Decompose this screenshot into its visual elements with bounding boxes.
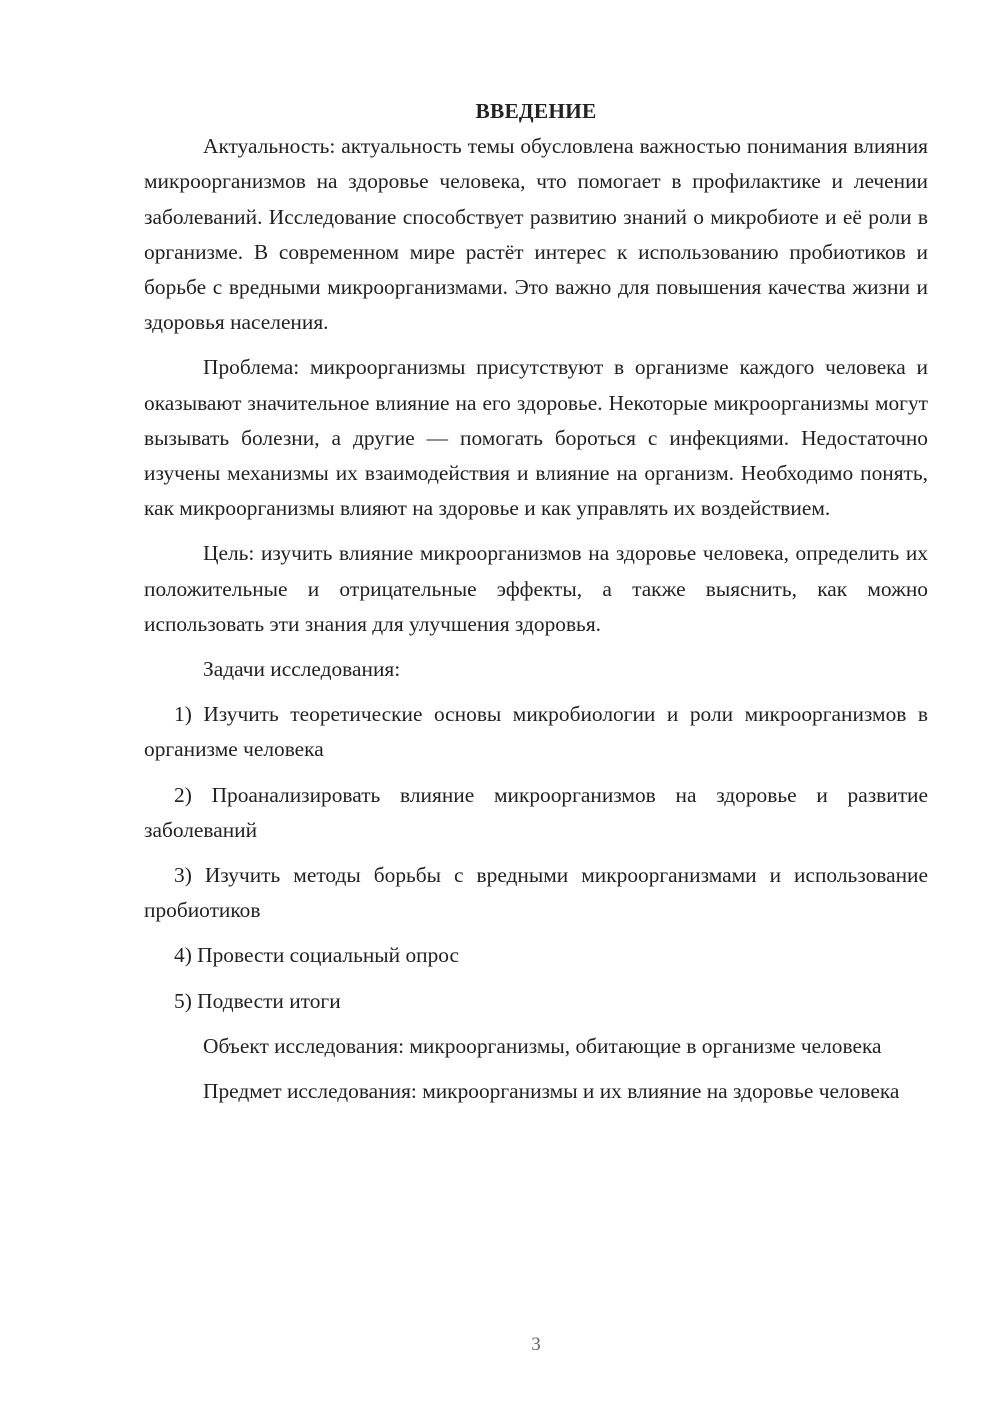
- subject-paragraph: Предмет исследования: микроорганизмы и их влияние на здоровье человека: [203, 1079, 900, 1104]
- page-number: 3: [531, 1334, 541, 1355]
- goal-paragraph: Цель: изучить влияние микроорганизмов на здоровье человека, определить их положительные и отрицательные эффекты, а также выяснить, как можно использовать эти знания для улучшения здоровья.: [144, 541, 928, 636]
- page-title: ВВЕДЕНИЕ: [475, 99, 597, 123]
- tasks-intro: Задачи исследования:: [203, 657, 401, 682]
- task-item-2: 2) Проанализировать влияние микроорганизмов на здоровье и развитие заболеваний: [144, 782, 928, 842]
- problem-paragraph: Проблема: микроорганизмы присутствуют в организме каждого человека и оказывают значительное влияние на его здоровье. Некоторые микроорганизмы могут вызывать болезни, а другие — помогать бороться с инфекциями. Недостаточно изучены механизмы их взаимодействия и влияние на организм. Необходимо понять, как микроорганизмы влияют на здоровье и как управлять их воздействием.: [144, 355, 928, 521]
- task-item-4: 4) Провести социальный опрос: [174, 943, 460, 968]
- relevance-paragraph: Актуальность: актуальность темы обусловлена важностью понимания влияния микроорганизмов на здоровье человека, что помогает в профилактике и лечении заболеваний. Исследование способствует развитию знаний о микробиоте и её роли в организме. В современном мире растёт интерес к использованию пробиотиков и борьбе с вредными микроорганизмами. Это важно для повышения качества жизни и здоровья населения.: [144, 134, 928, 335]
- object-paragraph: Объект исследования: микроорганизмы, обитающие в организме человека: [203, 1033, 882, 1058]
- task-item-1: 1) Изучить теоретические основы микробиологии и роли микроорганизмов в организме человека: [144, 702, 928, 762]
- task-item-5: 5) Подвести итоги: [174, 988, 341, 1013]
- task-item-3: 3) Изучить методы борьбы с вредными микроорганизмами и использование пробиотиков: [144, 863, 928, 923]
- document-page: [144, 94, 928, 1109]
